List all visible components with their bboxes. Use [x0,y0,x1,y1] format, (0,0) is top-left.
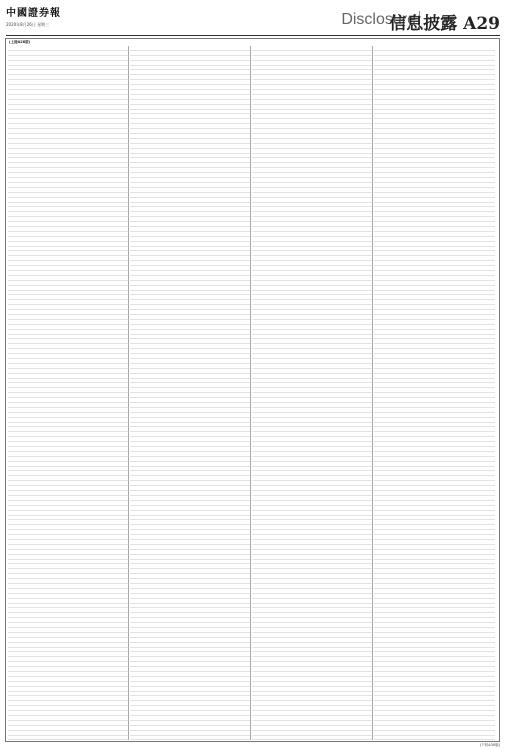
date-line: 2020年8月26日 星期三 [6,22,50,27]
table-grid [8,46,497,740]
table-row [374,736,495,740]
table-column-1 [8,46,129,740]
section-english-title: Disclosure [341,11,416,28]
table-column-3 [252,46,373,740]
table-row [130,736,250,740]
section-chinese-title: 信息披露 A29 [389,14,500,34]
continued-from-label: (上接A28版) [9,40,31,44]
table-column-4 [374,46,495,740]
table-column-2 [130,46,251,740]
masthead-rule [6,35,500,36]
masthead [6,4,500,34]
continued-on-label: (下转A30版) [479,743,500,747]
paper-logo: 中國證券報 [6,8,61,19]
notice-frame [5,38,500,742]
table-row [8,736,128,740]
table-row [252,736,372,740]
